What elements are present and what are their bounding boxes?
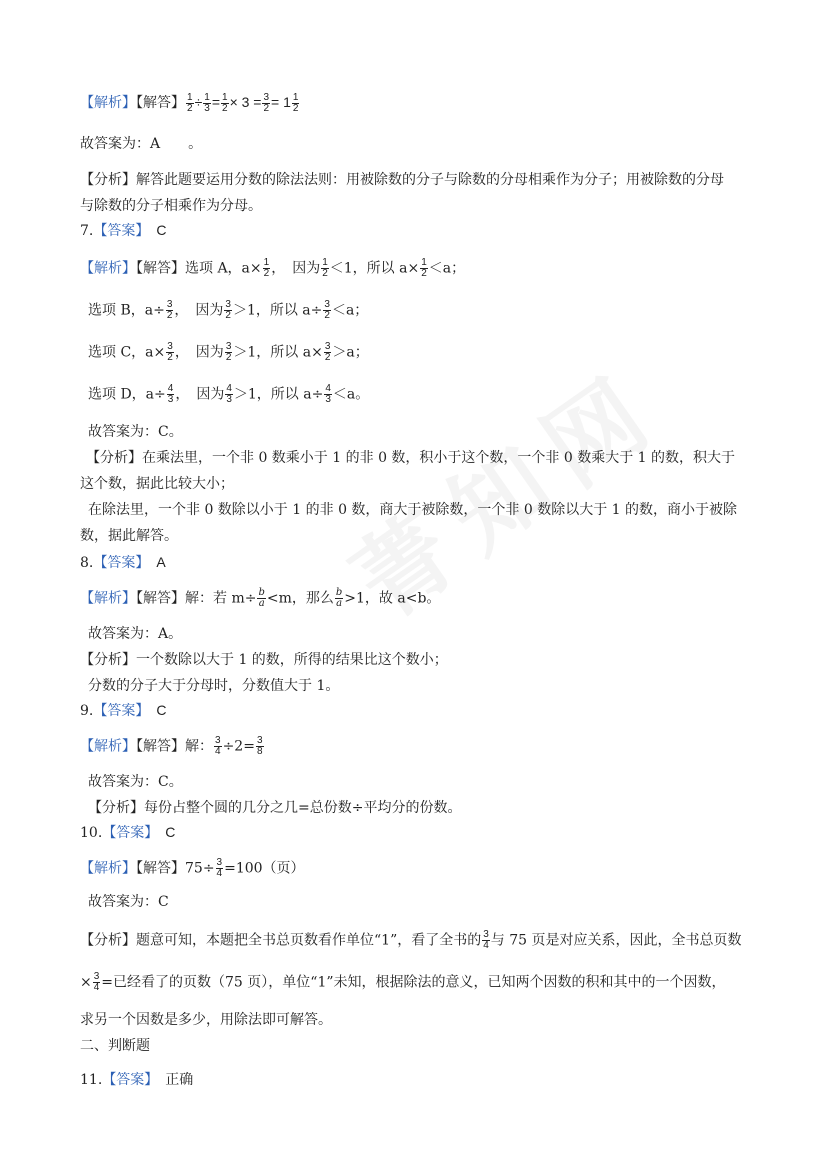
q7-option-b: 选项 B，a÷ $\frac{3}{2}$ ， 因为 $\frac{3}{2}$ ＞1，所以 a÷ $\frac{3}{2}$ ＜a； (88, 299, 369, 321)
q10-fenxi-cont2: 求另一个因数是多少，用除法即可解答。 (80, 1012, 332, 1028)
q10-fenxi: 【分析】题意可知，本题把全书总页数看作单位“1”，看了全书的 $\frac{3}{4}$ 与 75 页是对应关系，因此，全书总页数 (80, 929, 742, 951)
jieda-tag: 【解答】 (136, 95, 185, 111)
q9-jiexi: 【解析】【解答】解： $\frac{3}{4}$ ÷2= $\frac{3}{8}$ (80, 735, 263, 757)
q7-answer: 故答案为：C。 (88, 424, 183, 440)
q6-fenxi-cont: 与除数的分子相乘作为分母。 (80, 198, 262, 214)
fraction: $\frac{1}{2}$ (292, 91, 299, 114)
q7-fenxi-cont2: 在除法里，一个非 0 数除以小于 1 的非 0 数，商大于被除数，一个非 0 数除以大于 1 的数，商小于被除 (88, 502, 738, 518)
q10-answer: 故答案为：C (88, 894, 169, 910)
q6-answer: 故答案为：A 。 (80, 136, 203, 152)
q9-answer-line: 9.【答案】 C (80, 702, 167, 719)
q11-answer-line: 11.【答案】 正确 (80, 1072, 194, 1088)
question-number: 7. (80, 223, 94, 239)
section-heading: 二、判断题 (80, 1038, 150, 1054)
q9-fenxi: 【分析】每份占整个圆的几分之几=总份数÷平均分的份数。 (88, 800, 462, 816)
q10-answer-line: 10.【答案】 C (80, 824, 176, 841)
fraction: $\frac{1}{2}$ (187, 91, 193, 114)
q7-fenxi-cont: 这个数，据此比较大小； (80, 476, 234, 492)
q7-option-d: 选项 D，a÷ $\frac{4}{3}$ ， 因为 $\frac{4}{3}$ ＞1，所以 a÷ $\frac{4}{3}$ ＜a。 (88, 383, 370, 405)
q7-fenxi-cont3: 数，据此解答。 (80, 528, 178, 544)
q9-answer: 故答案为：C。 (88, 774, 183, 790)
jiexi-tag: 【解析】 (80, 95, 136, 111)
daan-tag: 【答案】 (93, 223, 143, 239)
q10-fenxi-cont: × $\frac{3}{4}$ =已经看了的页数（75 页），单位“1”未知，根据除法的意义，已知两个因数的积和其中的一个因数， (80, 971, 726, 993)
fraction: $\frac{1}{3}$ (204, 91, 210, 114)
q8-jiexi: 【解析】【解答】解：若 m÷ $\frac{b}{a}$ <m，那么 $\frac{b}{a}$ >1，故 a<b。 (80, 587, 441, 609)
q8-fenxi: 【分析】一个数除以大于 1 的数，所得的结果比这个数小； (80, 652, 448, 668)
fraction: $\frac{3}{2}$ (263, 91, 270, 114)
q8-answer: 故答案为：A。 (88, 626, 183, 642)
q10-jiexi: 【解析】【解答】75÷ $\frac{3}{4}$ =100（页） (80, 857, 305, 879)
q6-jiexi-line: 【解析】【解答】 $\frac{1}{2}$ ÷ $\frac{1}{3}$ = $\frac{1}{2}$ × 3 = $\frac{3}{2}$ = 1 $\frac{1}{2}$ (80, 91, 299, 114)
q7-option-a: 【解析】【解答】选项 A，a× $\frac{1}{2}$ ， 因为 $\frac{1}{2}$ ＜1，所以 a× $\frac{1}{2}$ ＜a； (80, 257, 466, 279)
fraction: $\frac{1}{2}$ (222, 91, 228, 114)
q7-option-c: 选项 C，a× $\frac{3}{2}$ ， 因为 $\frac{3}{2}$ ＞1，所以 a× $\frac{3}{2}$ ＞a； (88, 341, 369, 363)
q8-answer-line: 8.【答案】 A (80, 554, 166, 571)
q6-fenxi: 【分析】解答此题要运用分数的除法法则：用被除数的分子与除数的分母相乘作为分子；用被除数的分母 (80, 172, 724, 188)
q7-fenxi: 【分析】在乘法里，一个非 0 数乘小于 1 的非 0 数，积小于这个数，一个非 0 数乘大于 1 的数，积大于 (86, 450, 736, 466)
q7-answer-line: 7.【答案】 C (80, 222, 167, 239)
q8-fenxi-cont: 分数的分子大于分母时，分数值大于 1。 (88, 678, 340, 694)
